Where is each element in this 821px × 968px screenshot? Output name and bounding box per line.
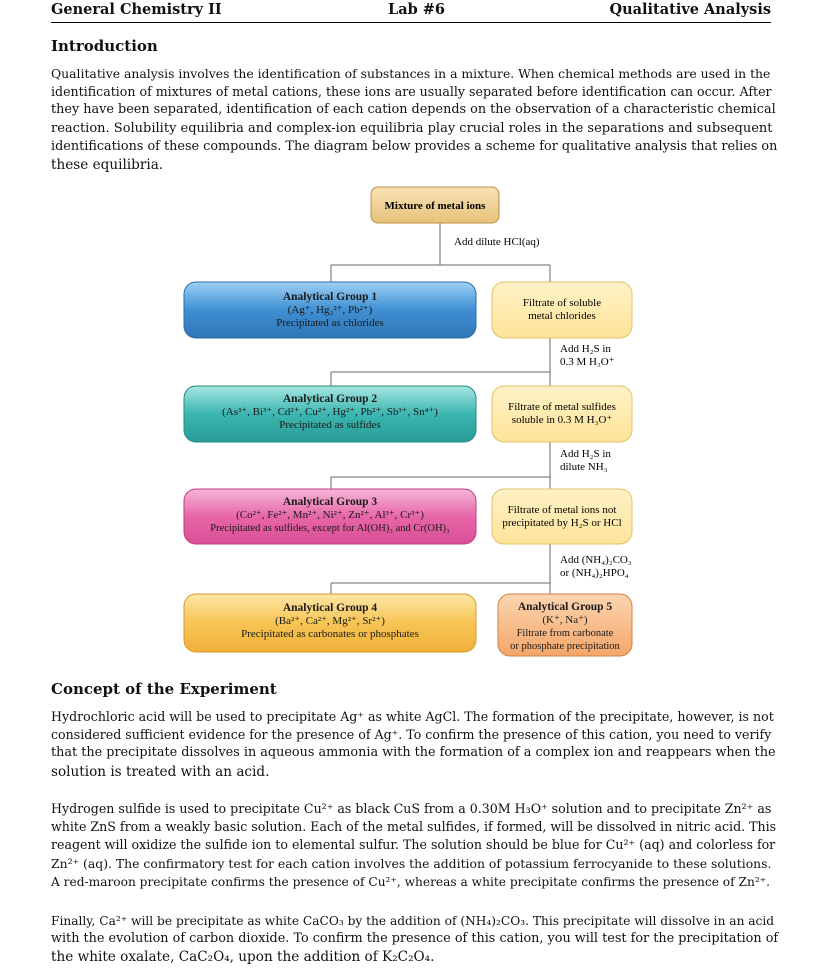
text-line: reagent will oxidize the sulfide ion to elemental sulfur. The solution should be blue for Cu²⁺ (aq) and colorless for <box>51 837 776 853</box>
concept-paragraph-3 <box>51 912 781 967</box>
group4-ions: (Ba²⁺, Ca²⁺, Mg²⁺, Sr²⁺) <box>275 615 385 627</box>
group4-desc: Precipitated as carbonates or phosphates <box>241 628 419 640</box>
text-line: Qualitative analysis involves the identification of substances in a mixture. When chemical methods are used in the <box>51 66 771 81</box>
filtrate3-line1: Filtrate of metal ions not <box>507 504 617 516</box>
filtrate3-line2: precipitated by H₂S or HCl <box>502 517 622 529</box>
text-line: Zn²⁺ (aq). The confirmatory test for each cation involves the addition of potassium ferrocyanide to these solutions. <box>51 855 772 871</box>
header-course: General Chemistry II <box>51 1 222 18</box>
text-line: with the evolution of carbon dioxide. To confirm the presence of this cation, you will test for the precipitation of <box>51 931 779 947</box>
group5-ions: (K⁺, Na⁺) <box>542 614 588 626</box>
concept-heading: Concept of the Experiment <box>51 680 277 698</box>
group1-ions: (Ag⁺, Hg₂²⁺, Pb²⁺) <box>287 304 373 316</box>
group2-desc: Precipitated as sulfides <box>279 419 381 431</box>
text-line: reaction. Solubility equilibria and complex-ion equilibria play crucial roles in the separations and subsequent <box>51 120 773 136</box>
introduction-heading: Introduction <box>51 37 158 55</box>
text-line: A red-maroon precipitate confirms the presence of Cu²⁺, whereas a white precipitate confirms the presence of Zn²⁺. <box>51 874 771 889</box>
start-label: Mixture of metal ions <box>384 200 486 212</box>
group1-desc: Precipitated as chlorides <box>276 317 384 329</box>
text-line: the white oxalate, CaC₂O₄, upon the addition of K₂C₂O₄. <box>51 949 435 966</box>
filtrate1-line1: Filtrate of soluble <box>522 297 602 309</box>
filtrate2-line2: soluble in 0.3 M H₃O⁺ <box>511 414 613 426</box>
group5-line2: or phosphate precipitation <box>510 641 620 652</box>
step4-line2: or (NH₄)₂HPO₄ <box>560 567 629 579</box>
text-line: Hydrogen sulfide is used to precipitate Cu²⁺ as black CuS from a 0.30M H₃O⁺ solution and to precipitate Zn²⁺ as <box>51 801 772 816</box>
group2-ions: (As³⁺, Bi³⁺, Cd²⁺, Cu²⁺, Hg²⁺, Pb²⁺, Sb³⁺, Sn⁴⁺) <box>222 406 438 418</box>
step2-line2: 0.3 M H₃O⁺ <box>560 356 615 368</box>
text-line: these equilibria. <box>51 157 164 174</box>
concept-paragraph-1 <box>51 708 781 781</box>
step-add-hcl: Add dilute HCl(aq) <box>454 236 540 248</box>
group3-title: Analytical Group 3 <box>282 496 378 508</box>
group1-title: Analytical Group 1 <box>282 291 378 303</box>
text-line: identifications of these compounds. The diagram below provides a scheme for qualitative analysis that relies on <box>51 138 778 154</box>
step3-line2: dilute NH₃ <box>560 461 608 473</box>
group4-title: Analytical Group 4 <box>282 602 378 614</box>
group5-line1: Filtrate from carbonate <box>516 628 614 639</box>
text-line: that the precipitate dissolves in aqueous ammonia with the formation of a complex ion and reappears when the <box>51 745 776 761</box>
header-lab-number: Lab #6 <box>388 1 446 18</box>
text-line: identification of mixtures of metal cations, these ions are usually separated before identification can occur. After <box>51 84 772 100</box>
text-line: Hydrochloric acid will be used to precipitate Ag⁺ as white AgCl. The formation of the precipitate, however, is not <box>51 709 774 724</box>
text-line: they have been separated, identification of each cation depends on the observation of a characteristic chemical <box>51 102 776 118</box>
filtrate2-line1: Filtrate of metal sulfides <box>508 401 616 413</box>
step4-line1: Add (NH₄)₂CO₃ <box>560 554 632 566</box>
group2-title: Analytical Group 2 <box>282 393 378 405</box>
step3-line1: Add H₂S in <box>560 448 611 460</box>
group3-desc: Precipitated as sulfides, except for Al(OH)₃ and Cr(OH)₃ <box>210 523 450 534</box>
text-line: white ZnS from a weakly basic solution. Each of the metal sulfides, if formed, will be dissolved in nitric acid. This <box>51 819 777 835</box>
text-line: solution is treated with an acid. <box>51 763 270 780</box>
concept-paragraph-2 <box>51 800 781 891</box>
text-line: Finally, Ca²⁺ will be precipitate as white CaCO₃ by the addition of (NH₄)₂CO₃. This precipitate will dissolve in an acid <box>51 914 775 928</box>
group3-ions: (Co²⁺, Fe²⁺, Mn²⁺, Ni²⁺, Zn²⁺, Al³⁺, Cr³⁺) <box>236 509 424 521</box>
header-topic: Qualitative Analysis <box>609 1 771 18</box>
step2-line1: Add H₂S in <box>560 343 611 355</box>
text-line: considered sufficient evidence for the presence of Ag⁺. To confirm the presence of this cation, you need to verify <box>51 727 772 743</box>
group5-title: Analytical Group 5 <box>517 601 613 613</box>
filtrate1-line2: metal chlorides <box>528 310 596 322</box>
